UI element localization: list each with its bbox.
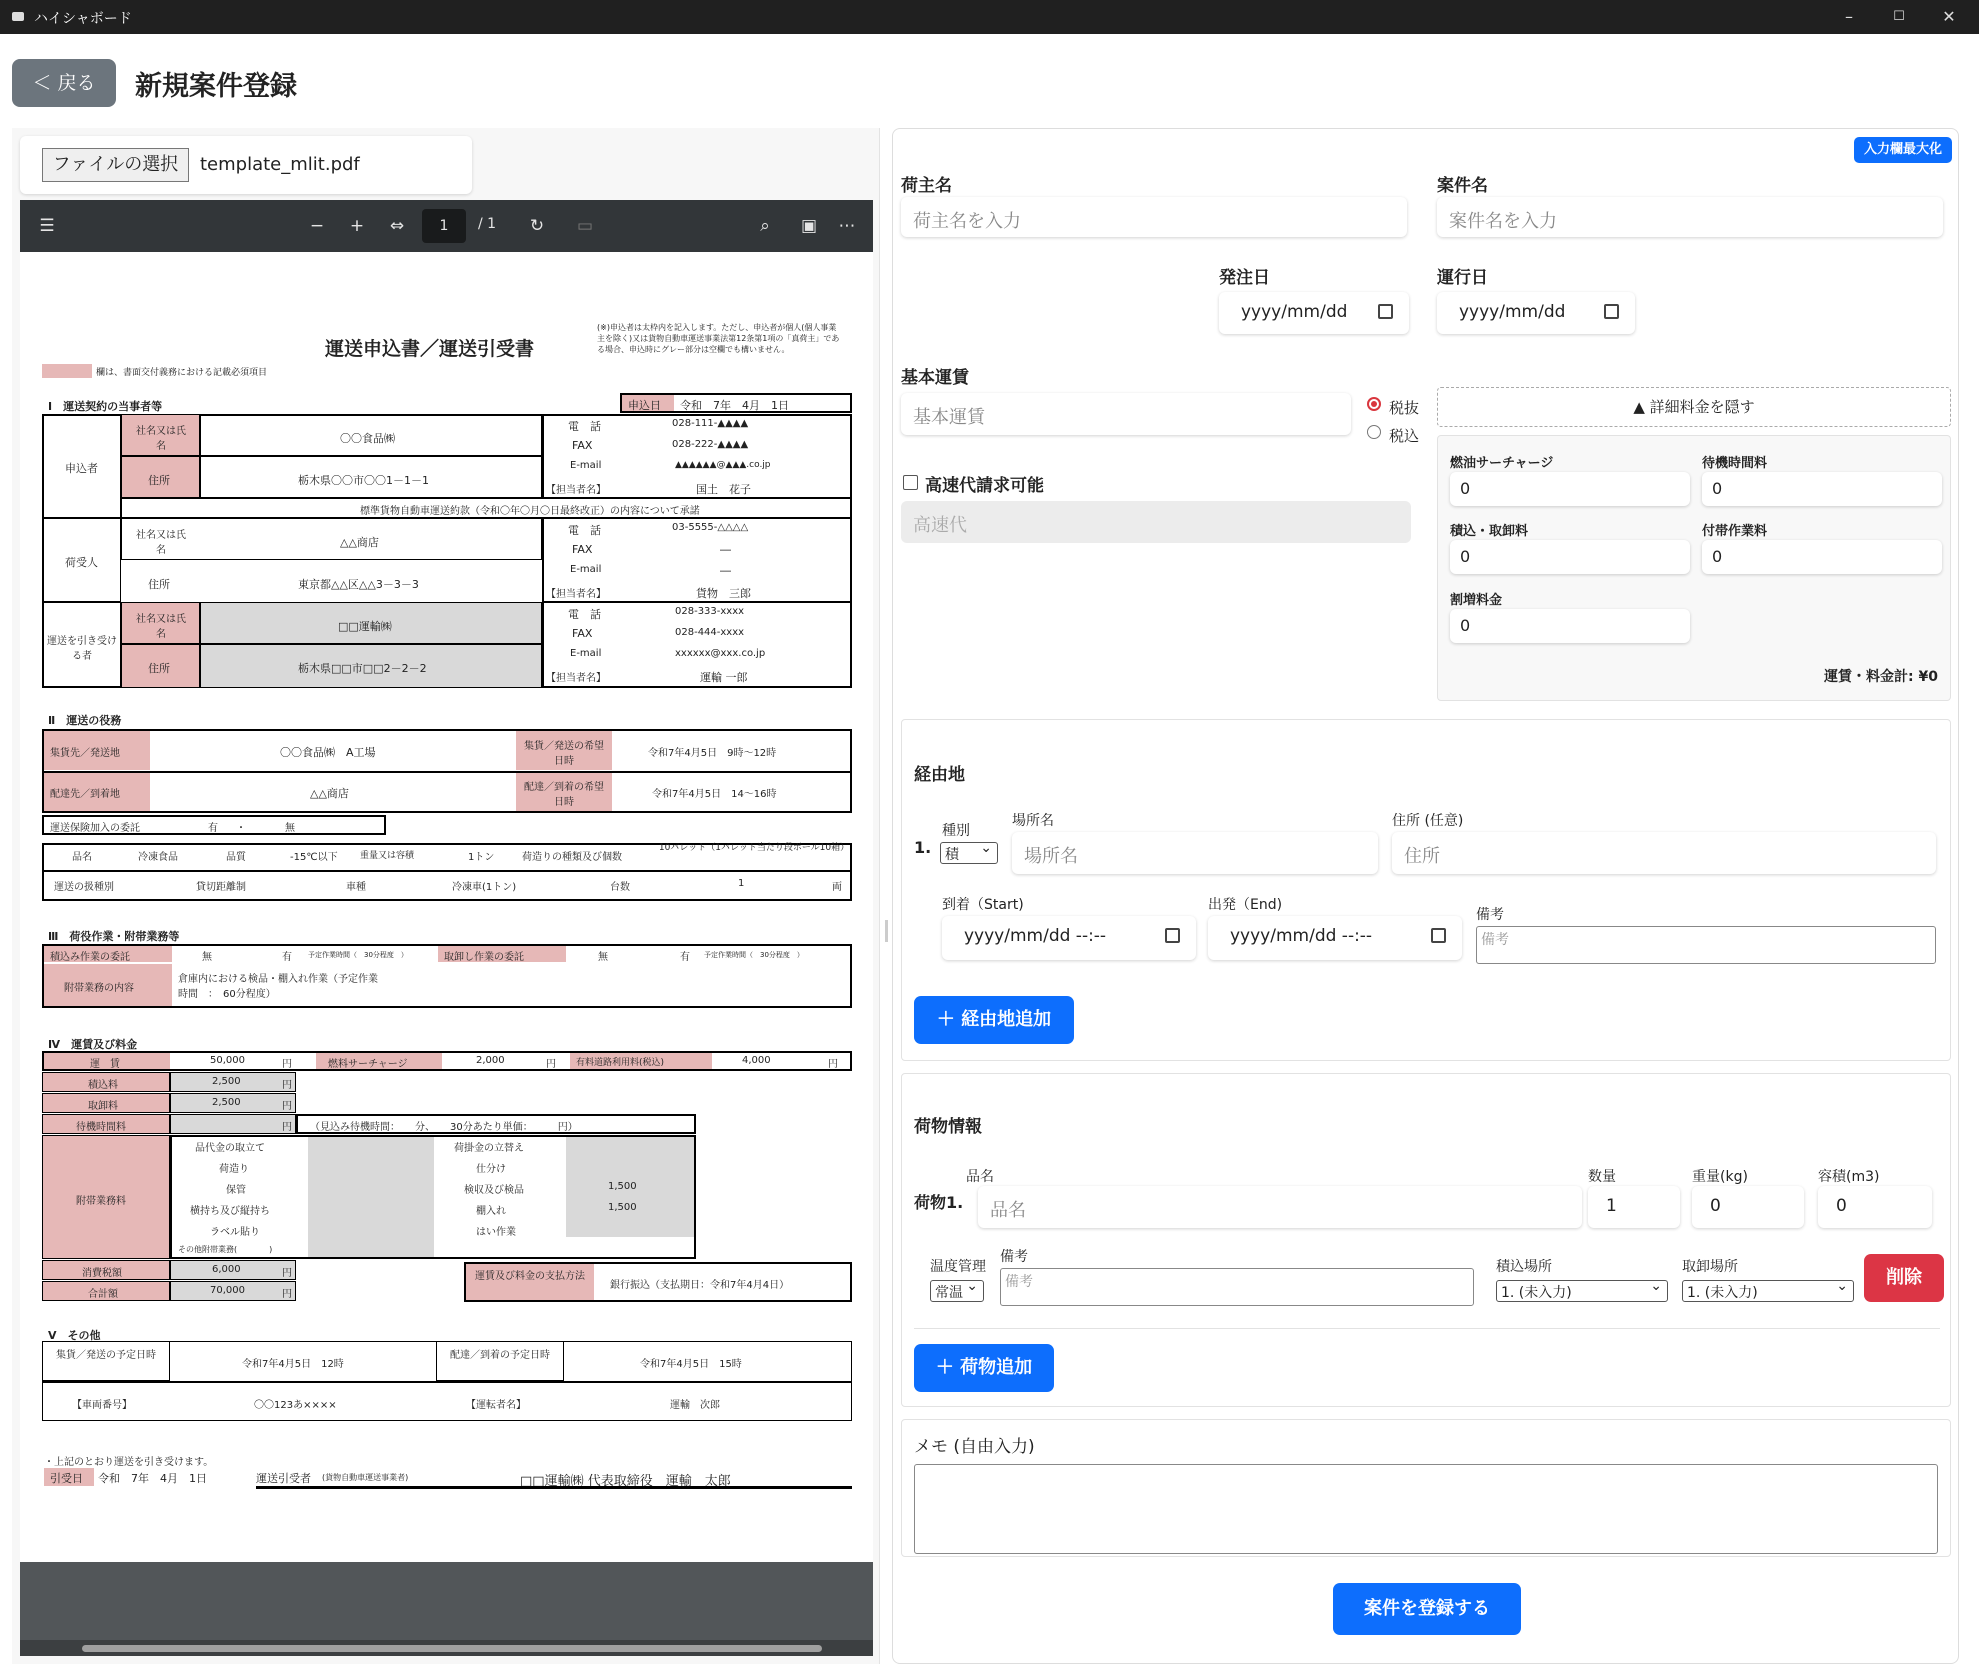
- pay: 銀行振込（支払期日：令和7年4月4日）: [610, 1280, 790, 1291]
- cargo-note-textarea[interactable]: 備考: [1000, 1268, 1474, 1306]
- doc-pack-label: 荷造りの種類及び個数: [522, 852, 622, 863]
- fuel-fee-input[interactable]: 0: [1450, 472, 1690, 506]
- wait-label: 待機時間料: [76, 1122, 126, 1133]
- tax-label: 消費税額: [82, 1268, 122, 1279]
- wait-fee-label: 待機時間料: [1702, 456, 1768, 471]
- scrollbar-thumb[interactable]: [82, 1645, 822, 1652]
- via-address-label: 住所 (任意): [1392, 813, 1464, 829]
- deliv-label: 配達先／到着地: [50, 789, 120, 800]
- unload-time: 予定作業時間（ 30分程度 ）: [704, 951, 804, 959]
- item-input[interactable]: 品名: [978, 1186, 1582, 1228]
- s-mail-label: E-mail: [570, 564, 602, 575]
- o-deliv: 令和7年4月5日 15時: [640, 1359, 742, 1370]
- driver-label: 【運転者名】: [466, 1400, 526, 1411]
- c-mail: xxxxxx@xxx.co.jp: [675, 648, 766, 659]
- pay-label: 運賃及び料金の支払方法: [475, 1271, 585, 1282]
- file-name: template_mlit.pdf: [200, 154, 360, 175]
- accept-date: 令和 7年 4月 1日: [98, 1472, 207, 1485]
- base-fare-input[interactable]: 基本運賃: [901, 393, 1351, 435]
- carrier-label: 運送を引き受ける者: [47, 636, 117, 662]
- ef9: 検収及び検品: [464, 1185, 524, 1196]
- doc-item: 冷凍食品: [138, 852, 178, 863]
- s-person: 貨物 三郎: [696, 587, 751, 600]
- unload-yes: 有: [680, 952, 690, 963]
- pdf-toolbar: [20, 200, 873, 252]
- s-fax: ―: [720, 543, 731, 556]
- a-fax-label: FAX: [572, 439, 593, 452]
- c-tel: 028-333-xxxx: [675, 606, 745, 617]
- c-fax-label: FAX: [572, 627, 593, 640]
- a-tel-label: 電 話: [568, 420, 601, 433]
- surcharge-input[interactable]: 0: [1450, 609, 1690, 643]
- via-kind-label: 種別: [942, 823, 970, 839]
- c-address-label: 住所: [148, 662, 170, 675]
- doc-type: 貸切距離制: [196, 882, 246, 893]
- a-person-label: 【担当者名】: [546, 485, 606, 496]
- ef7: 荷掛金の立替え: [454, 1143, 524, 1154]
- load-fee-label: 積込・取卸料: [1450, 524, 1529, 539]
- file-picker: [20, 136, 472, 194]
- pdf-document: [20, 252, 873, 1562]
- s-tel-label: 電 話: [568, 524, 601, 537]
- doc-item-label: 品名: [72, 852, 92, 863]
- legend-swatch: [42, 364, 92, 378]
- c-tel-label: 電 話: [568, 608, 601, 621]
- total-yen: 円: [282, 1289, 292, 1300]
- consignee-label: 荷受人: [65, 556, 98, 569]
- unload-place-label: 取卸場所: [1682, 1259, 1738, 1275]
- accepter: □□運輸㈱ 代表取締役 運輸 太郎: [520, 1474, 731, 1489]
- minimize-icon[interactable]: –: [1845, 7, 1853, 26]
- ef3: 保管: [226, 1185, 246, 1196]
- highway-input[interactable]: 高速代: [901, 501, 1411, 543]
- s-address: 東京都△△区△△3－3－3: [298, 578, 419, 591]
- fees-total: 運賃・料金計: ¥0: [1824, 669, 1938, 685]
- a-company-label: 社名又は氏名: [136, 426, 186, 452]
- calendar-icon[interactable]: [1165, 928, 1180, 943]
- unload-work-label: 取卸し作業の委託: [444, 952, 524, 963]
- cargo-number: 荷物1.: [914, 1193, 964, 1212]
- fuel: 2,000: [476, 1055, 505, 1066]
- s-company-label: 社名又は氏名: [136, 530, 186, 556]
- via-address-input[interactable]: 住所: [1392, 832, 1936, 874]
- window-titlebar: [0, 0, 1979, 34]
- via-number: 1.: [914, 838, 932, 857]
- total: 70,000: [210, 1285, 245, 1296]
- s-person-label: 【担当者名】: [546, 589, 606, 600]
- two-page-icon[interactable]: ▭: [576, 216, 594, 236]
- c-person: 運輸 一郎: [700, 671, 748, 684]
- a-mail: ▲▲▲▲▲▲@▲▲▲.co.jp: [675, 460, 771, 470]
- calendar-icon[interactable]: [1378, 304, 1393, 319]
- shipper-input[interactable]: 荷主名を入力: [901, 197, 1407, 237]
- tax-excluded-label: 税抜: [1389, 399, 1420, 417]
- temp-label: 温度管理: [930, 1259, 986, 1275]
- extra-work: 倉庫内における検品・棚入れ作業（予定作業時間 ： 60分程度）: [178, 974, 378, 1000]
- unload-none: 無: [598, 952, 608, 963]
- doc-note: (※)申込者は太枠内を記入します。ただし、申込者が個人(個人事業主を除く)又は貨物自動車運送事業法第12条第1項の「真荷主」である場合、申込時にグレー部分は空欄でも構いません。: [597, 323, 840, 354]
- driver: 運輸 次郎: [670, 1400, 720, 1411]
- ef1: 品代金の取立て: [195, 1143, 265, 1154]
- load-time: 予定作業時間（ 30分程度 ）: [308, 951, 408, 959]
- run-date-value: yyyy/mm/dd: [1459, 302, 1566, 322]
- order-date-label: 発注日: [1219, 268, 1270, 288]
- load-none: 無: [202, 952, 212, 963]
- fare-label: 運 賃: [90, 1059, 120, 1070]
- menu-icon[interactable]: ☰: [39, 216, 55, 236]
- detail-toggle-button[interactable]: ▲ 詳細料金を隠す: [1437, 387, 1951, 427]
- unloadfee-label: 取卸料: [88, 1101, 118, 1112]
- app-icon: [12, 12, 24, 21]
- tax-included-radio[interactable]: [1367, 425, 1381, 439]
- accepter-label: 運送引受者: [256, 1472, 311, 1485]
- highway-label: 高速代請求可能: [925, 476, 1044, 496]
- arrive-value: yyyy/mm/dd --:--: [964, 926, 1107, 946]
- doc-car-label: 車種: [346, 882, 366, 893]
- cargo-card: [901, 1073, 1951, 1407]
- via-note-textarea[interactable]: 備考: [1476, 926, 1936, 964]
- pickup-label: 集貨先／発送地: [50, 748, 120, 759]
- via-place-input[interactable]: 場所名: [1012, 832, 1378, 874]
- fuel-yen: 円: [546, 1059, 556, 1070]
- sec5-title: Ⅴ その他: [48, 1329, 101, 1342]
- run-date-input[interactable]: [1437, 292, 1635, 334]
- doc-type-label: 運送の扱種別: [54, 882, 114, 893]
- truck: 〇〇123あ××××: [254, 1400, 337, 1411]
- add-cargo-button[interactable]: ＋ 荷物追加: [914, 1344, 1054, 1392]
- form-panel: [892, 128, 1959, 1664]
- load-place-select[interactable]: 1. (未入力) ⌄: [1496, 1280, 1668, 1302]
- arrive-label: 到着（Start): [942, 897, 1024, 913]
- deliv: △△商店: [310, 787, 349, 800]
- c-company: □□運輸㈱: [338, 620, 392, 633]
- sec4-title: Ⅳ 運賃及び料金: [48, 1038, 138, 1051]
- close-icon[interactable]: ✕: [1942, 7, 1956, 26]
- deliv-dt: 令和7年4月5日 14～16時: [652, 789, 777, 800]
- weight-input[interactable]: 0: [1692, 1186, 1804, 1228]
- doc-weight-label: 重量又は容積: [360, 851, 415, 861]
- panel-resize-handle[interactable]: [885, 920, 888, 942]
- legend-text: 欄は、書面交付義務における記載必須項目: [96, 368, 268, 378]
- via-kind-select[interactable]: 積 ⌄: [940, 842, 998, 864]
- shipper-label: 荷主名: [901, 176, 952, 196]
- load-fee-input[interactable]: 0: [1450, 540, 1690, 574]
- a-fax: 028-222-▲▲▲▲: [672, 439, 749, 450]
- toll-label: 有料道路利用料(税込): [576, 1058, 665, 1068]
- item-label: 品名: [966, 1169, 994, 1185]
- ef2: 荷造り: [219, 1164, 249, 1175]
- load-work-label: 積込み作業の委託: [50, 952, 130, 963]
- pdf-viewer: [20, 200, 873, 1656]
- apply-date: 令和 7年 4月 1日: [680, 399, 789, 412]
- volume-input[interactable]: 0: [1818, 1186, 1932, 1228]
- more-icon[interactable]: ⋯: [838, 216, 856, 236]
- expand-form-button[interactable]: 入力欄最大化: [1854, 137, 1952, 163]
- total-label: 合計額: [88, 1289, 118, 1300]
- extra-work-label: 附帯業務の内容: [64, 983, 134, 994]
- qty-label: 数量: [1588, 1169, 1616, 1185]
- load-yes: 有: [282, 952, 292, 963]
- horizontal-scrollbar[interactable]: [20, 1640, 873, 1656]
- load-place-label: 積込場所: [1496, 1259, 1552, 1275]
- toll: 4,000: [742, 1055, 771, 1066]
- o-pickup-label: 集貨／発送の予定日時: [56, 1350, 156, 1361]
- window-title: ハイシャボード: [34, 11, 132, 27]
- page: [0, 34, 1979, 1678]
- depart-input[interactable]: [1208, 916, 1462, 960]
- file-select-button[interactable]: ファイルの選択: [42, 148, 189, 182]
- ef10-value: 1,500: [608, 1202, 637, 1213]
- run-date-label: 運行日: [1437, 268, 1488, 288]
- volume-label: 容積(m3): [1818, 1169, 1880, 1185]
- order-date-value: yyyy/mm/dd: [1241, 302, 1348, 322]
- applicant-label: 申込者: [65, 462, 98, 475]
- toll-yen: 円: [828, 1059, 838, 1070]
- page-number-input[interactable]: 1: [422, 209, 466, 243]
- calendar-icon[interactable]: [1604, 304, 1619, 319]
- base-fare-label: 基本運賃: [901, 368, 969, 388]
- depart-label: 出発（End): [1208, 897, 1283, 913]
- s-mail: ―: [720, 564, 731, 577]
- ef5: ラベル貼り: [210, 1227, 260, 1238]
- extra-fee-input[interactable]: 0: [1702, 540, 1942, 574]
- highway-checkbox[interactable]: [903, 475, 918, 490]
- doc-quality: -15℃以下: [290, 852, 338, 863]
- ef4: 横持ち及び縦持ち: [190, 1206, 270, 1217]
- via-place-label: 場所名: [1012, 813, 1054, 829]
- zoom-out-icon[interactable]: −: [309, 216, 325, 236]
- a-company: 〇〇食品㈱: [340, 432, 395, 445]
- ef8: 仕分け: [476, 1164, 506, 1175]
- back-button[interactable]: ＜ 戻る: [12, 59, 116, 107]
- ins-no: 無: [285, 823, 295, 834]
- qty-input[interactable]: 1: [1588, 1186, 1680, 1228]
- submit-button[interactable]: 案件を登録する: [1333, 1583, 1521, 1635]
- rotate-icon[interactable]: ↻: [529, 216, 545, 236]
- ef10: 棚入れ: [476, 1206, 506, 1217]
- fuel-fee-label: 燃油サーチャージ: [1450, 456, 1554, 471]
- add-via-button[interactable]: ＋ 経由地追加: [914, 996, 1074, 1044]
- doc-pack: 10パレット（1パレット当たり段ボール10箱）: [658, 843, 850, 853]
- doc-title: 運送申込書／運送引受書: [325, 338, 535, 360]
- ins-dot: ・: [236, 823, 246, 834]
- ef6: その他附帯業務( ): [178, 1245, 273, 1254]
- pickup-dt-label: 集貨／発送の希望日時: [524, 741, 604, 767]
- s-fax-label: FAX: [572, 543, 593, 556]
- pickup: 〇〇食品㈱ A工場: [280, 746, 376, 759]
- wait-note: （見込み待機時間： 分、 30分あたり単価： 円）: [310, 1122, 578, 1133]
- fare-yen: 円: [282, 1059, 292, 1070]
- loadfee-yen: 円: [282, 1080, 292, 1091]
- tax-included-label: 税込: [1389, 427, 1420, 445]
- calendar-icon[interactable]: [1431, 928, 1446, 943]
- temp-select[interactable]: 常温 ⌄: [930, 1280, 984, 1302]
- a-tel: 028-111-▲▲▲▲: [672, 418, 749, 429]
- a-address: 栃木県〇〇市〇〇1－1－1: [298, 474, 429, 487]
- accepter-sub: (貨物自動車運送事業者): [322, 1473, 409, 1482]
- memo-card: [901, 1419, 1951, 1557]
- fuel-label: 燃料サーチャージ: [328, 1059, 408, 1070]
- pickup-dt: 令和7年4月5日 9時～12時: [648, 748, 777, 759]
- c-person-label: 【担当者名】: [546, 673, 606, 684]
- c-address: 栃木県□□市□□2－2－2: [298, 662, 427, 675]
- loadfee-label: 積込料: [88, 1080, 118, 1091]
- ef11: はい作業: [476, 1227, 516, 1238]
- save-icon[interactable]: ▣: [800, 216, 818, 236]
- o-deliv-label: 配達／到着の予定日時: [450, 1350, 550, 1361]
- case-label: 案件名: [1437, 176, 1488, 196]
- sec1-title: Ⅰ 運送契約の当事者等: [48, 400, 163, 413]
- cargo-note-label: 備考: [1000, 1249, 1028, 1265]
- surcharge-label: 割増料金: [1450, 593, 1503, 608]
- unloadfee-yen: 円: [282, 1101, 292, 1112]
- page-total: / 1: [478, 216, 497, 232]
- tax-yen: 円: [282, 1268, 292, 1279]
- memo-textarea[interactable]: [914, 1464, 1938, 1554]
- a-mail-label: E-mail: [570, 460, 602, 471]
- accept-date-label: 引受日: [50, 1472, 83, 1485]
- doc-quality-label: 品質: [226, 852, 246, 863]
- truck-label: 【車両番号】: [72, 1400, 132, 1411]
- detail-fees-card: [1437, 435, 1951, 701]
- via-title: 経由地: [914, 765, 965, 785]
- doc-weight: 1トン: [468, 852, 495, 863]
- sec3-title: Ⅲ 荷役作業・附帯業務等: [48, 930, 180, 943]
- s-tel: 03-5555-△△△△: [672, 522, 749, 533]
- wait-yen: 円: [282, 1122, 292, 1133]
- accept-note: ・上記のとおり運送を引き受けます。: [44, 1457, 214, 1468]
- search-icon[interactable]: ⌕: [760, 216, 770, 236]
- arrive-input[interactable]: [942, 916, 1196, 960]
- tax: 6,000: [212, 1264, 241, 1275]
- c-fax: 028-444-xxxx: [675, 627, 745, 638]
- delete-cargo-button[interactable]: 削除: [1864, 1254, 1944, 1302]
- a-person: 国土 花子: [696, 483, 751, 496]
- memo-label: メモ (自由入力): [914, 1437, 1035, 1457]
- doc-count-unit: 両: [832, 882, 842, 893]
- c-company-label: 社名又は氏名: [136, 614, 186, 640]
- case-input[interactable]: 案件名を入力: [1437, 197, 1943, 237]
- fit-page-icon[interactable]: ⇔: [389, 216, 405, 236]
- order-date-input[interactable]: [1219, 292, 1409, 334]
- apply-date-label: 申込日: [628, 399, 661, 412]
- via-card: [901, 719, 1951, 1061]
- extrafee-label: 附帯業務料: [76, 1196, 126, 1207]
- ins-yes: 有: [208, 823, 218, 834]
- deliv-dt-label: 配達／到着の希望日時: [524, 782, 604, 808]
- a-address-label: 住所: [148, 474, 170, 487]
- agree-text: 標準貨物自動車運送約款（令和〇年〇月〇日最終改正）の内容について承諾: [360, 506, 700, 517]
- zoom-in-icon[interactable]: +: [349, 216, 365, 236]
- maximize-icon[interactable]: ☐: [1893, 9, 1905, 24]
- insurance-label: 運送保険加入の委託: [50, 823, 140, 834]
- sec2-title: Ⅱ 運送の役務: [48, 714, 122, 727]
- doc-count-label: 台数: [610, 882, 630, 893]
- wait-fee-input[interactable]: 0: [1702, 472, 1942, 506]
- weight-label: 重量(kg): [1692, 1169, 1748, 1185]
- c-mail-label: E-mail: [570, 648, 602, 659]
- cargo-title: 荷物情報: [914, 1117, 982, 1137]
- doc-count: 1: [738, 878, 745, 889]
- ef9-value: 1,500: [608, 1181, 637, 1192]
- s-company: △△商店: [340, 536, 379, 549]
- unload-place-select[interactable]: 1. (未入力) ⌄: [1682, 1280, 1854, 1302]
- tax-excluded-radio[interactable]: [1367, 397, 1381, 411]
- loadfee: 2,500: [212, 1076, 241, 1087]
- page-title: 新規案件登録: [135, 71, 297, 102]
- extra-fee-label: 付帯作業料: [1702, 524, 1768, 539]
- cargo-divider: [914, 1328, 1940, 1329]
- o-pickup: 令和7年4月5日 12時: [242, 1359, 344, 1370]
- unloadfee: 2,500: [212, 1097, 241, 1108]
- s-address-label: 住所: [148, 578, 170, 591]
- fare: 50,000: [210, 1055, 245, 1066]
- depart-value: yyyy/mm/dd --:--: [1230, 926, 1373, 946]
- pdf-panel: [12, 128, 880, 1664]
- via-note-label: 備考: [1476, 907, 1504, 923]
- doc-car: 冷凍車(1トン): [452, 882, 517, 893]
